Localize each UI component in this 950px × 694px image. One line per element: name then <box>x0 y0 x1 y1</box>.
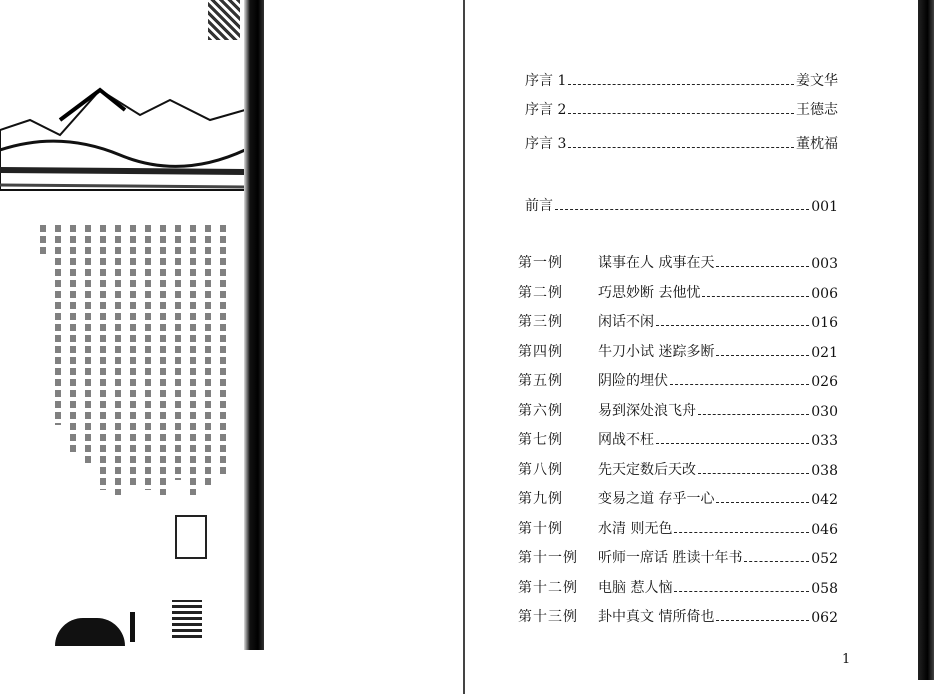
preface-label: 序言 3 <box>525 136 567 152</box>
chapter-page: 058 <box>811 580 838 597</box>
chapter-title: 阴险的埋伏 <box>598 373 668 389</box>
toc-chapter-row[interactable] <box>518 577 838 597</box>
chapter-page: 033 <box>811 433 838 449</box>
foreword-page: 001 <box>811 199 838 215</box>
chapter-label: 第九例 <box>518 491 563 507</box>
toc-chapter-row[interactable] <box>518 282 838 302</box>
dotted-leader <box>656 443 809 444</box>
dotted-leader <box>568 84 794 85</box>
toc-chapter-row[interactable] <box>518 459 838 479</box>
toc-chapter-row[interactable] <box>518 429 838 449</box>
toc-chapter-row[interactable] <box>518 518 838 538</box>
chapter-label: 第四例 <box>518 343 563 360</box>
dotted-leader <box>698 473 809 474</box>
chapter-page: 062 <box>811 610 838 626</box>
toc-preface-2[interactable] <box>525 99 838 119</box>
chapter-page: 042 <box>811 492 838 508</box>
preface-author: 王德志 <box>796 102 838 118</box>
toc-chapter-row[interactable] <box>518 606 838 626</box>
chapter-page: 016 <box>811 315 838 331</box>
chapter-label: 第三例 <box>518 314 563 330</box>
chapter-title: 电脑 惹人恼 <box>598 579 673 596</box>
chapter-page: 030 <box>811 403 838 420</box>
chapter-title: 变易之道 存乎一心 <box>598 491 715 507</box>
toc-chapter-row[interactable] <box>518 400 838 420</box>
ink-bar <box>130 612 135 642</box>
chapter-page: 021 <box>811 344 838 361</box>
preface-label: 序言 2 <box>525 102 567 118</box>
chapter-title: 牛刀小试 迷踪多断 <box>598 343 715 360</box>
dotted-leader <box>716 620 809 621</box>
ink-blot <box>55 618 125 646</box>
chapter-label: 第六例 <box>518 402 563 419</box>
dotted-leader <box>568 113 794 114</box>
dotted-leader <box>698 414 809 415</box>
toc-preface-3[interactable] <box>525 133 838 153</box>
seal-stamp-middle <box>175 515 207 559</box>
chapter-page: 006 <box>811 285 838 302</box>
chapter-label: 第十二例 <box>518 579 578 596</box>
dotted-leader <box>674 591 809 592</box>
chapter-title: 水清 则无色 <box>598 520 673 537</box>
page-number: 1 <box>842 652 851 667</box>
toc-chapter-row[interactable] <box>518 252 838 272</box>
page-fold-line <box>463 0 465 694</box>
chapter-label: 第十一例 <box>518 550 578 566</box>
toc-foreword[interactable] <box>525 195 838 215</box>
dotted-leader <box>744 561 809 562</box>
chapter-page: 003 <box>811 256 838 272</box>
toc-chapter-row[interactable] <box>518 547 838 567</box>
chapter-title: 卦中真文 情所倚也 <box>598 609 715 625</box>
chapter-label: 第七例 <box>518 432 563 448</box>
toc-chapter-row[interactable] <box>518 488 838 508</box>
dotted-leader <box>670 384 809 385</box>
chapter-page: 052 <box>811 551 838 567</box>
dotted-leader <box>568 147 794 148</box>
dotted-leader <box>674 532 809 533</box>
chapter-label: 第十例 <box>518 520 563 537</box>
toc-chapter-row[interactable] <box>518 370 838 390</box>
dotted-leader <box>716 355 809 356</box>
chapter-label: 第二例 <box>518 284 563 301</box>
dotted-leader <box>716 266 809 267</box>
chapter-label: 第五例 <box>518 373 563 389</box>
chapter-title: 听师一席话 胜读十年书 <box>598 550 743 566</box>
chapter-page: 046 <box>811 521 838 538</box>
page-edge-shadow <box>918 0 934 680</box>
dotted-leader <box>702 296 809 297</box>
chapter-title: 网战不枉 <box>598 432 654 448</box>
toc-preface-1[interactable] <box>525 70 838 90</box>
dotted-leader <box>716 502 809 503</box>
chapter-title: 闲话不闲 <box>598 314 654 330</box>
left-page-author-bio <box>0 0 250 694</box>
preface-label: 序言 1 <box>525 73 567 89</box>
chapter-page: 026 <box>811 374 838 390</box>
chapter-label: 第十三例 <box>518 609 578 625</box>
toc-chapter-row[interactable] <box>518 311 838 331</box>
chapter-title: 易到深处浪飞舟 <box>598 402 696 419</box>
preface-author: 姜文华 <box>796 73 838 89</box>
chapter-title: 先天定数后天改 <box>598 461 696 478</box>
book-spine-shadow <box>244 0 264 650</box>
dotted-leader <box>555 209 809 210</box>
preface-author: 董枕福 <box>796 136 838 152</box>
seal-stamp-top <box>208 0 240 40</box>
seal-stamp-bottom <box>172 600 202 638</box>
dotted-leader <box>656 325 809 326</box>
chapter-label: 第八例 <box>518 461 563 478</box>
chapter-label: 第一例 <box>518 255 563 271</box>
chapter-title: 巧思妙断 去他忧 <box>598 284 701 301</box>
chapter-title: 谋事在人 成事在天 <box>598 255 715 271</box>
mountain-landscape-illustration <box>0 60 250 260</box>
toc-chapter-row[interactable] <box>518 341 838 361</box>
chapter-page: 038 <box>811 462 838 479</box>
foreword-label: 前言 <box>525 198 553 214</box>
